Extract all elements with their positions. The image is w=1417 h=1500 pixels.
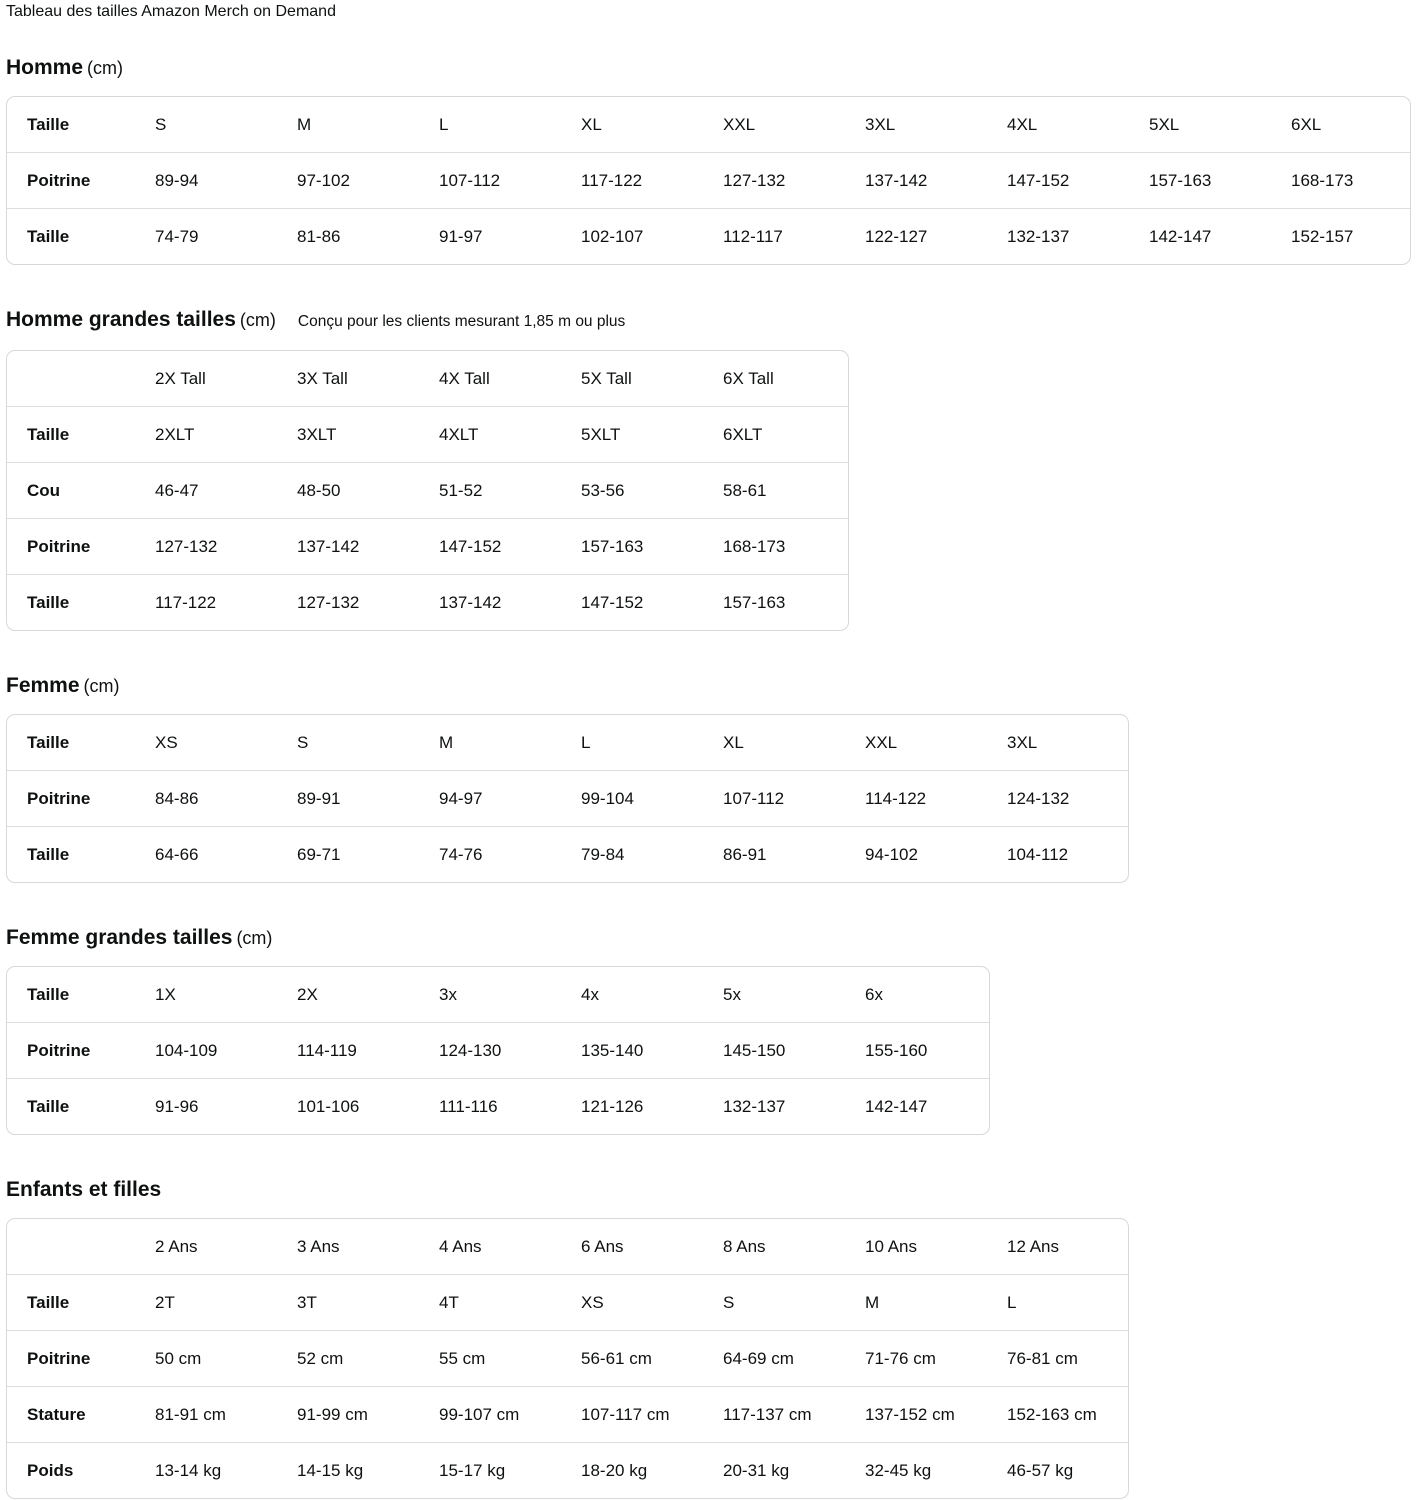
table-cell: 121-126 <box>581 1096 644 1116</box>
table-cell: 157-163 <box>581 536 644 556</box>
table-cell: M <box>865 1292 880 1312</box>
table-row <box>7 1274 1128 1330</box>
table-cell: 137-152 cm <box>865 1404 955 1424</box>
table-cell: S <box>297 732 309 752</box>
size-table-enfants-et-filles <box>6 1218 1129 1499</box>
table-cell: 74-79 <box>155 226 199 246</box>
table-row <box>7 770 1128 826</box>
row-label: Taille <box>27 1292 70 1312</box>
row-label: Taille <box>27 424 70 444</box>
table-cell: M <box>297 114 312 134</box>
table-cell: 157-163 <box>1149 170 1212 190</box>
table-cell: XXL <box>865 732 898 752</box>
table-cell: 99-107 cm <box>439 1404 520 1424</box>
table-cell: 69-71 <box>297 844 341 864</box>
table-cell: M <box>439 732 454 752</box>
table-cell: 5X Tall <box>581 368 632 388</box>
table-cell: XL <box>581 114 602 134</box>
table-cell: S <box>155 114 167 134</box>
table-row <box>7 715 1128 770</box>
table-row <box>7 1022 989 1078</box>
table-cell: 168-173 <box>1291 170 1354 190</box>
table-cell: 4x <box>581 984 599 1004</box>
row-label: Taille <box>27 844 70 864</box>
table-cell: XXL <box>723 114 756 134</box>
table-cell: 101-106 <box>297 1096 360 1116</box>
table-cell: 142-147 <box>865 1096 928 1116</box>
table-cell: 48-50 <box>297 480 341 500</box>
table-cell: 3X Tall <box>297 368 348 388</box>
table-cell: 111-116 <box>439 1096 498 1116</box>
table-cell: 6X Tall <box>723 368 774 388</box>
size-table-homme <box>6 96 1411 265</box>
section-heading-note: Conçu pour les clients mesurant 1,85 m ou plus <box>297 313 626 330</box>
row-label: Taille <box>27 984 70 1004</box>
table-cell: 3XLT <box>297 424 337 444</box>
table-cell: 102-107 <box>581 226 644 246</box>
section-heading-text: Enfants et filles <box>6 1178 162 1201</box>
section-heading-unit: (cm) <box>236 928 273 948</box>
section-heading-text: Homme grandes tailles <box>6 308 236 331</box>
table-cell: 147-152 <box>581 592 644 612</box>
table-cell: 142-147 <box>1149 226 1212 246</box>
table-cell: 6XLT <box>723 424 763 444</box>
table-cell: 14-15 kg <box>297 1460 364 1480</box>
table-cell: 64-69 cm <box>723 1348 794 1368</box>
table-cell: 58-61 <box>723 480 767 500</box>
table-row <box>7 1386 1128 1442</box>
section-enfants-et-filles <box>6 1178 1417 1499</box>
table-cell: 145-150 <box>723 1040 786 1060</box>
table-cell: 94-102 <box>865 844 918 864</box>
table-cell: 99-104 <box>581 788 634 808</box>
table-cell: 135-140 <box>581 1040 644 1060</box>
table-cell: 3XL <box>865 114 896 134</box>
table-cell: 5x <box>723 984 741 1004</box>
table-cell: 10 Ans <box>865 1236 917 1256</box>
row-label: Taille <box>27 732 70 752</box>
table-cell: 157-163 <box>723 592 786 612</box>
table-cell: 76-81 cm <box>1007 1348 1078 1368</box>
table-cell: 137-142 <box>439 592 502 612</box>
table-cell: 107-112 <box>723 788 785 808</box>
row-label: Poitrine <box>27 170 91 190</box>
table-cell: 124-130 <box>439 1040 502 1060</box>
table-cell: 74-76 <box>439 844 483 864</box>
section-homme <box>6 56 1417 265</box>
table-cell: 79-84 <box>581 844 625 864</box>
table-cell: 127-132 <box>297 592 360 612</box>
table-row <box>7 518 848 574</box>
table-row <box>7 826 1128 882</box>
table-row <box>7 1219 1128 1274</box>
table-row <box>7 967 989 1022</box>
table-cell: 114-119 <box>297 1040 357 1060</box>
table-cell: 3x <box>439 984 457 1004</box>
section-heading-unit: (cm) <box>87 58 124 78</box>
table-cell: 71-76 cm <box>865 1348 936 1368</box>
table-cell: 3T <box>297 1292 317 1312</box>
table-cell: 1X <box>155 984 176 1004</box>
table-cell: 8 Ans <box>723 1236 766 1256</box>
table-cell: 137-142 <box>297 536 360 556</box>
section-heading-text: Femme grandes tailles <box>6 926 233 949</box>
table-row <box>7 406 848 462</box>
row-label: Stature <box>27 1404 86 1424</box>
table-cell: 2X Tall <box>155 368 206 388</box>
section-heading-femme <box>6 674 1417 698</box>
table-cell: 117-122 <box>155 592 217 612</box>
table-row <box>7 97 1410 152</box>
table-cell: 124-132 <box>1007 788 1070 808</box>
row-label: Poitrine <box>27 1348 91 1368</box>
table-cell: 46-47 <box>155 480 199 500</box>
table-cell: 5XL <box>1149 114 1180 134</box>
table-cell: 3XL <box>1007 732 1038 752</box>
table-cell: 114-122 <box>865 788 927 808</box>
row-label: Poids <box>27 1460 74 1480</box>
table-cell: 127-132 <box>723 170 786 190</box>
table-row <box>7 574 848 630</box>
table-row <box>7 1442 1128 1498</box>
row-label: Taille <box>27 592 70 612</box>
table-cell: XS <box>155 732 178 752</box>
table-cell: 51-52 <box>439 480 483 500</box>
table-row <box>7 152 1410 208</box>
page-title: Tableau des tailles Amazon Merch on Demand <box>6 3 336 20</box>
table-cell: 2XLT <box>155 424 195 444</box>
size-chart-page <box>6 2 1417 1499</box>
table-cell: 4XLT <box>439 424 479 444</box>
row-label: Cou <box>27 480 61 500</box>
table-row <box>7 462 848 518</box>
table-cell: 50 cm <box>155 1348 202 1368</box>
section-heading-homme-grandes-tailles <box>6 308 1417 334</box>
table-cell: 84-86 <box>155 788 199 808</box>
table-cell: 107-112 <box>439 170 501 190</box>
table-cell: 46-57 kg <box>1007 1460 1074 1480</box>
table-cell: 132-137 <box>723 1096 786 1116</box>
table-cell: 107-117 cm <box>581 1404 670 1424</box>
table-cell: 86-91 <box>723 844 767 864</box>
table-cell: 137-142 <box>865 170 928 190</box>
table-cell: 122-127 <box>865 226 928 246</box>
table-cell: XL <box>723 732 744 752</box>
table-cell: 4 Ans <box>439 1236 482 1256</box>
section-heading-enfants-et-filles <box>6 1178 1417 1202</box>
row-label: Taille <box>27 226 70 246</box>
section-femme-grandes-tailles <box>6 926 1417 1135</box>
table-cell: L <box>581 732 591 752</box>
table-cell: 18-20 kg <box>581 1460 648 1480</box>
size-table-homme-grandes-tailles <box>6 350 849 631</box>
table-cell: 89-91 <box>297 788 341 808</box>
table-cell: 4T <box>439 1292 459 1312</box>
table-cell: 4X Tall <box>439 368 490 388</box>
table-cell: 117-137 cm <box>723 1404 812 1424</box>
table-cell: 15-17 kg <box>439 1460 506 1480</box>
table-cell: 6x <box>865 984 883 1004</box>
table-cell: 152-157 <box>1291 226 1354 246</box>
table-cell: 12 Ans <box>1007 1236 1059 1256</box>
table-cell: 52 cm <box>297 1348 344 1368</box>
table-cell: 5XLT <box>581 424 621 444</box>
table-cell: 13-14 kg <box>155 1460 222 1480</box>
table-cell: 2T <box>155 1292 175 1312</box>
table-cell: L <box>1007 1292 1017 1312</box>
table-row <box>7 1330 1128 1386</box>
table-cell: 91-96 <box>155 1096 199 1116</box>
table-cell: L <box>439 114 449 134</box>
table-cell: 132-137 <box>1007 226 1070 246</box>
table-cell: 89-94 <box>155 170 199 190</box>
table-cell: 147-152 <box>1007 170 1070 190</box>
row-label: Poitrine <box>27 788 91 808</box>
table-cell: 81-91 cm <box>155 1404 226 1424</box>
table-cell: 91-97 <box>439 226 483 246</box>
section-femme <box>6 674 1417 883</box>
table-cell: 112-117 <box>723 226 783 246</box>
table-cell: 64-66 <box>155 844 199 864</box>
table-cell: 6 Ans <box>581 1236 624 1256</box>
section-heading-femme-grandes-tailles <box>6 926 1417 950</box>
table-cell: 81-86 <box>297 226 341 246</box>
table-cell: 152-163 cm <box>1007 1404 1097 1424</box>
section-heading-unit: (cm) <box>239 310 276 330</box>
section-heading-text: Femme <box>6 674 80 697</box>
table-cell: S <box>723 1292 735 1312</box>
table-cell: 127-132 <box>155 536 218 556</box>
table-cell: 104-109 <box>155 1040 218 1060</box>
size-table-femme <box>6 714 1129 883</box>
row-label: Poitrine <box>27 536 91 556</box>
table-cell: 94-97 <box>439 788 483 808</box>
section-heading-homme <box>6 56 1417 80</box>
table-cell: 55 cm <box>439 1348 486 1368</box>
table-cell: 104-112 <box>1007 844 1069 864</box>
table-cell: XS <box>581 1292 604 1312</box>
table-cell: 117-122 <box>581 170 643 190</box>
table-cell: 155-160 <box>865 1040 928 1060</box>
table-cell: 2 Ans <box>155 1236 198 1256</box>
table-cell: 2X <box>297 984 318 1004</box>
table-row <box>7 208 1410 264</box>
table-cell: 6XL <box>1291 114 1322 134</box>
table-cell: 53-56 <box>581 480 625 500</box>
row-label: Taille <box>27 114 70 134</box>
section-homme-grandes-tailles <box>6 308 1417 631</box>
table-cell: 20-31 kg <box>723 1460 790 1480</box>
table-cell: 91-99 cm <box>297 1404 368 1424</box>
size-table-femme-grandes-tailles <box>6 966 990 1135</box>
table-cell: 97-102 <box>297 170 350 190</box>
table-cell: 56-61 cm <box>581 1348 652 1368</box>
section-heading-unit: (cm) <box>83 676 120 696</box>
table-cell: 4XL <box>1007 114 1038 134</box>
row-label: Poitrine <box>27 1040 91 1060</box>
table-row <box>7 1078 989 1134</box>
table-cell: 168-173 <box>723 536 786 556</box>
table-cell: 3 Ans <box>297 1236 340 1256</box>
section-heading-text: Homme <box>6 56 84 79</box>
table-cell: 147-152 <box>439 536 502 556</box>
row-label: Taille <box>27 1096 70 1116</box>
table-row <box>7 351 848 406</box>
table-cell: 32-45 kg <box>865 1460 932 1480</box>
